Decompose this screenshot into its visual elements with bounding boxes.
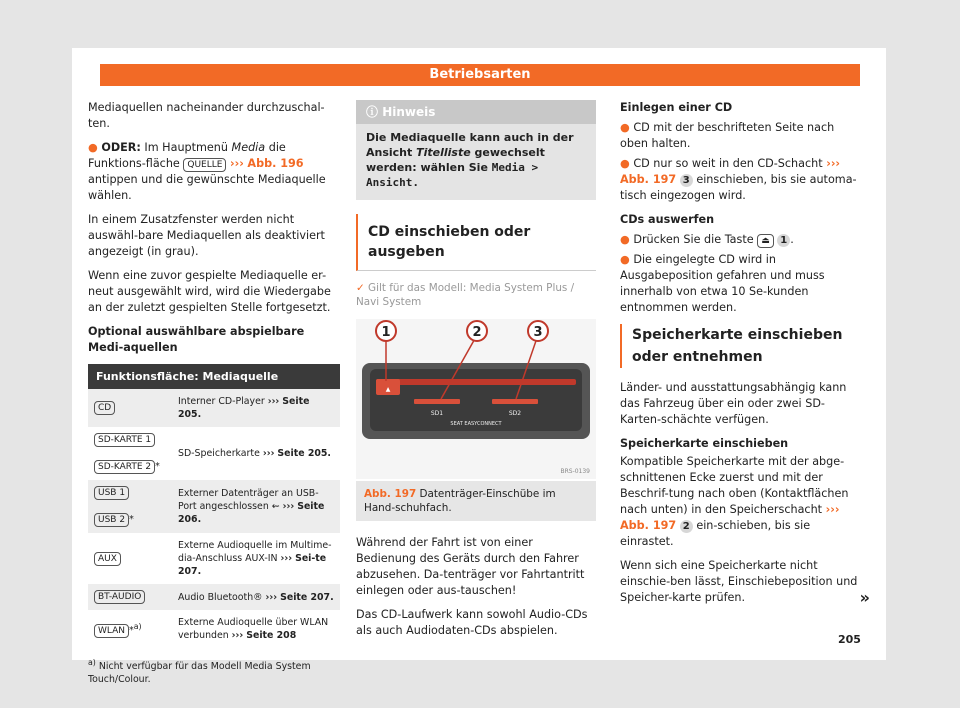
heading: Speicherkarte einschieben (620, 437, 789, 450)
column-2 (356, 100, 596, 647)
media-sources-table (88, 364, 340, 648)
svg-text:BRS-0139: BRS-0139 (560, 468, 590, 475)
info-icon: ⓘ (366, 105, 379, 119)
heading: Einlegen einer CD (620, 101, 733, 114)
paragraph: In einem Zusatzfenster werden nicht auswähl-bare Mediaquellen als deaktiviert angezeigt (in grau). (88, 213, 325, 258)
column-1 (88, 100, 340, 686)
paragraph: Länder- und ausstattungsabhängig kann das Fahrzeug über ein oder zwei SD-Karten-schächte verfügen. (620, 381, 847, 426)
applicability-note: ✓ Gilt für das Modell: Media System Plus / Navi System (356, 282, 575, 308)
glovebox-slots-illustration (356, 319, 596, 479)
column-3 (620, 100, 870, 614)
section-title: CD einschieben oder ausgeben (356, 214, 596, 271)
bullet-oder: ● ODER: Im Hauptmenü Media die Funktions-fläche QUELLE ››› Abb. 196 antippen und die gewünschte Mediaquelle wählen. (88, 141, 326, 202)
section-title: Speicherkarte einschieben oder entnehmen (620, 324, 860, 368)
svg-text:▲: ▲ (385, 386, 391, 393)
hinweis-title: Hinweis (382, 105, 436, 119)
page-number: 205 (838, 633, 861, 646)
svg-text:SD1: SD1 (430, 410, 444, 417)
heading: CDs auswerfen (620, 213, 715, 226)
bullet-item: ● CD nur so weit in den CD-Schacht ››› Abb. 197 3 einschieben, bis sie automa-tisch eingezogen wird. (620, 157, 857, 202)
table-row: CD Interner CD-Player ››› Seite 205. (88, 389, 340, 427)
bullet-item: ● CD mit der beschrifteten Seite nach oben halten. (620, 121, 835, 150)
heading: Optional auswählbare abspielbare Medi-aquellen (88, 325, 305, 354)
paragraph: Während der Fahrt ist von einer Bedienung des Geräts durch den Fahrer abzusehen. Da-tenträger vor Fahrtantritt einlegen oder aus-tauschen! (356, 536, 585, 597)
check-icon: ✓ (356, 282, 365, 294)
paragraph: Wenn sich eine Speicherkarte nicht einschie-ben lässt, Einschiebeposition und Speicher-karte prüfen. » (620, 559, 870, 607)
figure-ref[interactable]: Abb. 196 (247, 157, 304, 170)
continue-icon: » (859, 588, 870, 607)
bullet-item: ● Drücken Sie die Taste ⏏ 1 . (620, 233, 794, 246)
paragraph: Mediaquellen nacheinander durchzuschal-ten. (88, 101, 325, 130)
key-quelle: QUELLE (183, 158, 226, 172)
bullet-icon: ● (88, 141, 98, 154)
svg-text:2: 2 (472, 325, 482, 340)
bullet-item: ● Die eingelegte CD wird in Ausgabeposition gefahren und muss innerhalb von etwa 10 Se-kunden entnommen werden. (620, 253, 825, 314)
paragraph: Kompatible Speicherkarte mit der abge-schnittenen Ecke zuerst und mit der Beschrif-tung nach oben (Kontaktflächen nach unten) in den Speicherschacht ››› Abb. 197 2 ein-schieben, bis sie einrastet. (620, 455, 849, 548)
svg-text:3: 3 (533, 325, 543, 340)
table-row: SD-KARTE 1 SD-KARTE 2 * SD-Speicherkarte ››› Seite 205. (88, 427, 340, 480)
footnote: $^{a)}$ Nicht verfügbar für das Modell Media System Touch/Colour. (88, 658, 311, 686)
page-header: Betriebsarten (100, 64, 860, 86)
table-header: Funktionsfläche: Mediaquelle (88, 364, 340, 389)
table-row: BT-AUDIO Audio Bluetooth® ››› Seite 207. (88, 584, 340, 610)
table-row: USB 1 USB 2 * Externer Datenträger an USB-Port angeschlossen ⇜ ››› Seite 206. (88, 480, 340, 533)
hinweis-box: ⓘ Hinweis Die Mediaquelle kann auch in der Ansicht Titelliste gewechselt werden: wählen Sie Media > Ansicht. (356, 100, 596, 200)
paragraph: Das CD-Laufwerk kann sowohl Audio-CDs als auch Audiodaten-CDs abspielen. (356, 608, 588, 637)
svg-text:1: 1 (381, 325, 391, 340)
svg-text:SEAT EASYCONNECT: SEAT EASYCONNECT (450, 421, 502, 427)
usb-icon: ⇜ (271, 501, 280, 512)
eject-icon: ⏏ (757, 234, 774, 248)
figure-197 (356, 319, 596, 479)
paragraph: Wenn eine zuvor gespielte Mediaquelle er-neut ausgewählt wird, wird die Wiedergabe an der zuletzt gespielten Stelle fortgesetzt. (88, 269, 331, 314)
svg-text:SD2: SD2 (508, 410, 522, 417)
table-row: AUX Externe Audioquelle im Multime-dia-Anschluss AUX-IN ››› Sei-te 207. (88, 533, 340, 584)
table-row: WLAN *$^{a)}$ Externe Audioquelle über WLAN verbunden ››› Seite 208 (88, 610, 340, 648)
figure-caption: Abb. 197 Datenträger-Einschübe im Hand-schuhfach. (356, 481, 596, 521)
